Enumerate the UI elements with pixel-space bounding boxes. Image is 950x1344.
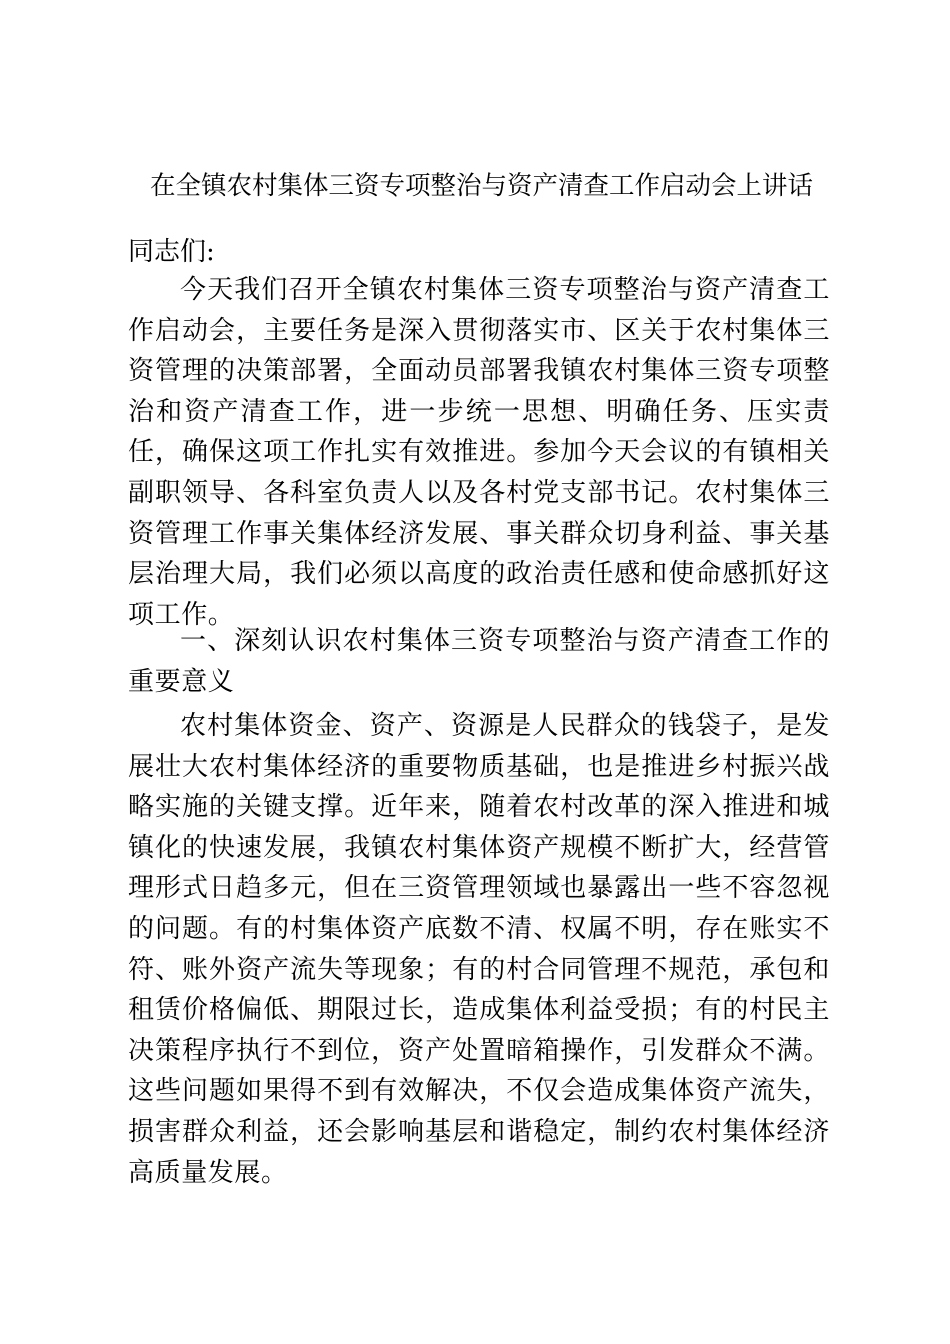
paragraph-intro: 今天我们召开全镇农村集体三资专项整治与资产清查工作启动会，主要任务是深入贯彻落实市、区关于农村集体三资管理的决策部署，全面动员部署我镇农村集体三资专项整治和资产清查工作，进一步统一思想、明确任务、压实责任，确保这项工作扎实有效推进。参加今天会议的有镇相关副职领导、各科室负责人以及各村党支部书记。农村集体三资管理工作事关集体经济发展、事关群众切身利益、事关基层治理大局，我们必须以高度的政治责任感和使命感抓好这项工作。 (128, 275, 830, 630)
greeting: 同志们: (128, 237, 215, 267)
document-title: 在全镇农村集体三资专项整治与资产清查工作启动会上讲话 (150, 171, 814, 201)
paragraph-significance: 农村集体资金、资产、资源是人民群众的钱袋子，是发展壮大农村集体经济的重要物质基础，也是推进乡村振兴战略实施的关键支撑。近年来，随着农村改革的深入推进和城镇化的快速发展，我镇农村集体资产规模不断扩大，经营管理形式日趋多元，但在三资管理领域也暴露出一些不容忽视的问题。有的村集体资产底数不清、权属不明，存在账实不符、账外资产流失等现象；有的村合同管理不规范，承包和租赁价格偏低、期限过长，造成集体利益受损；有的村民主决策程序执行不到位，资产处置暗箱操作，引发群众不满。这些问题如果得不到有效解决，不仅会造成集体资产流失，损害群众利益，还会影响基层和谐稳定，制约农村集体经济高质量发展。 (128, 711, 830, 1188)
section-heading-1: 一、深刻认识农村集体三资专项整治与资产清查工作的重要意义 (128, 626, 830, 697)
